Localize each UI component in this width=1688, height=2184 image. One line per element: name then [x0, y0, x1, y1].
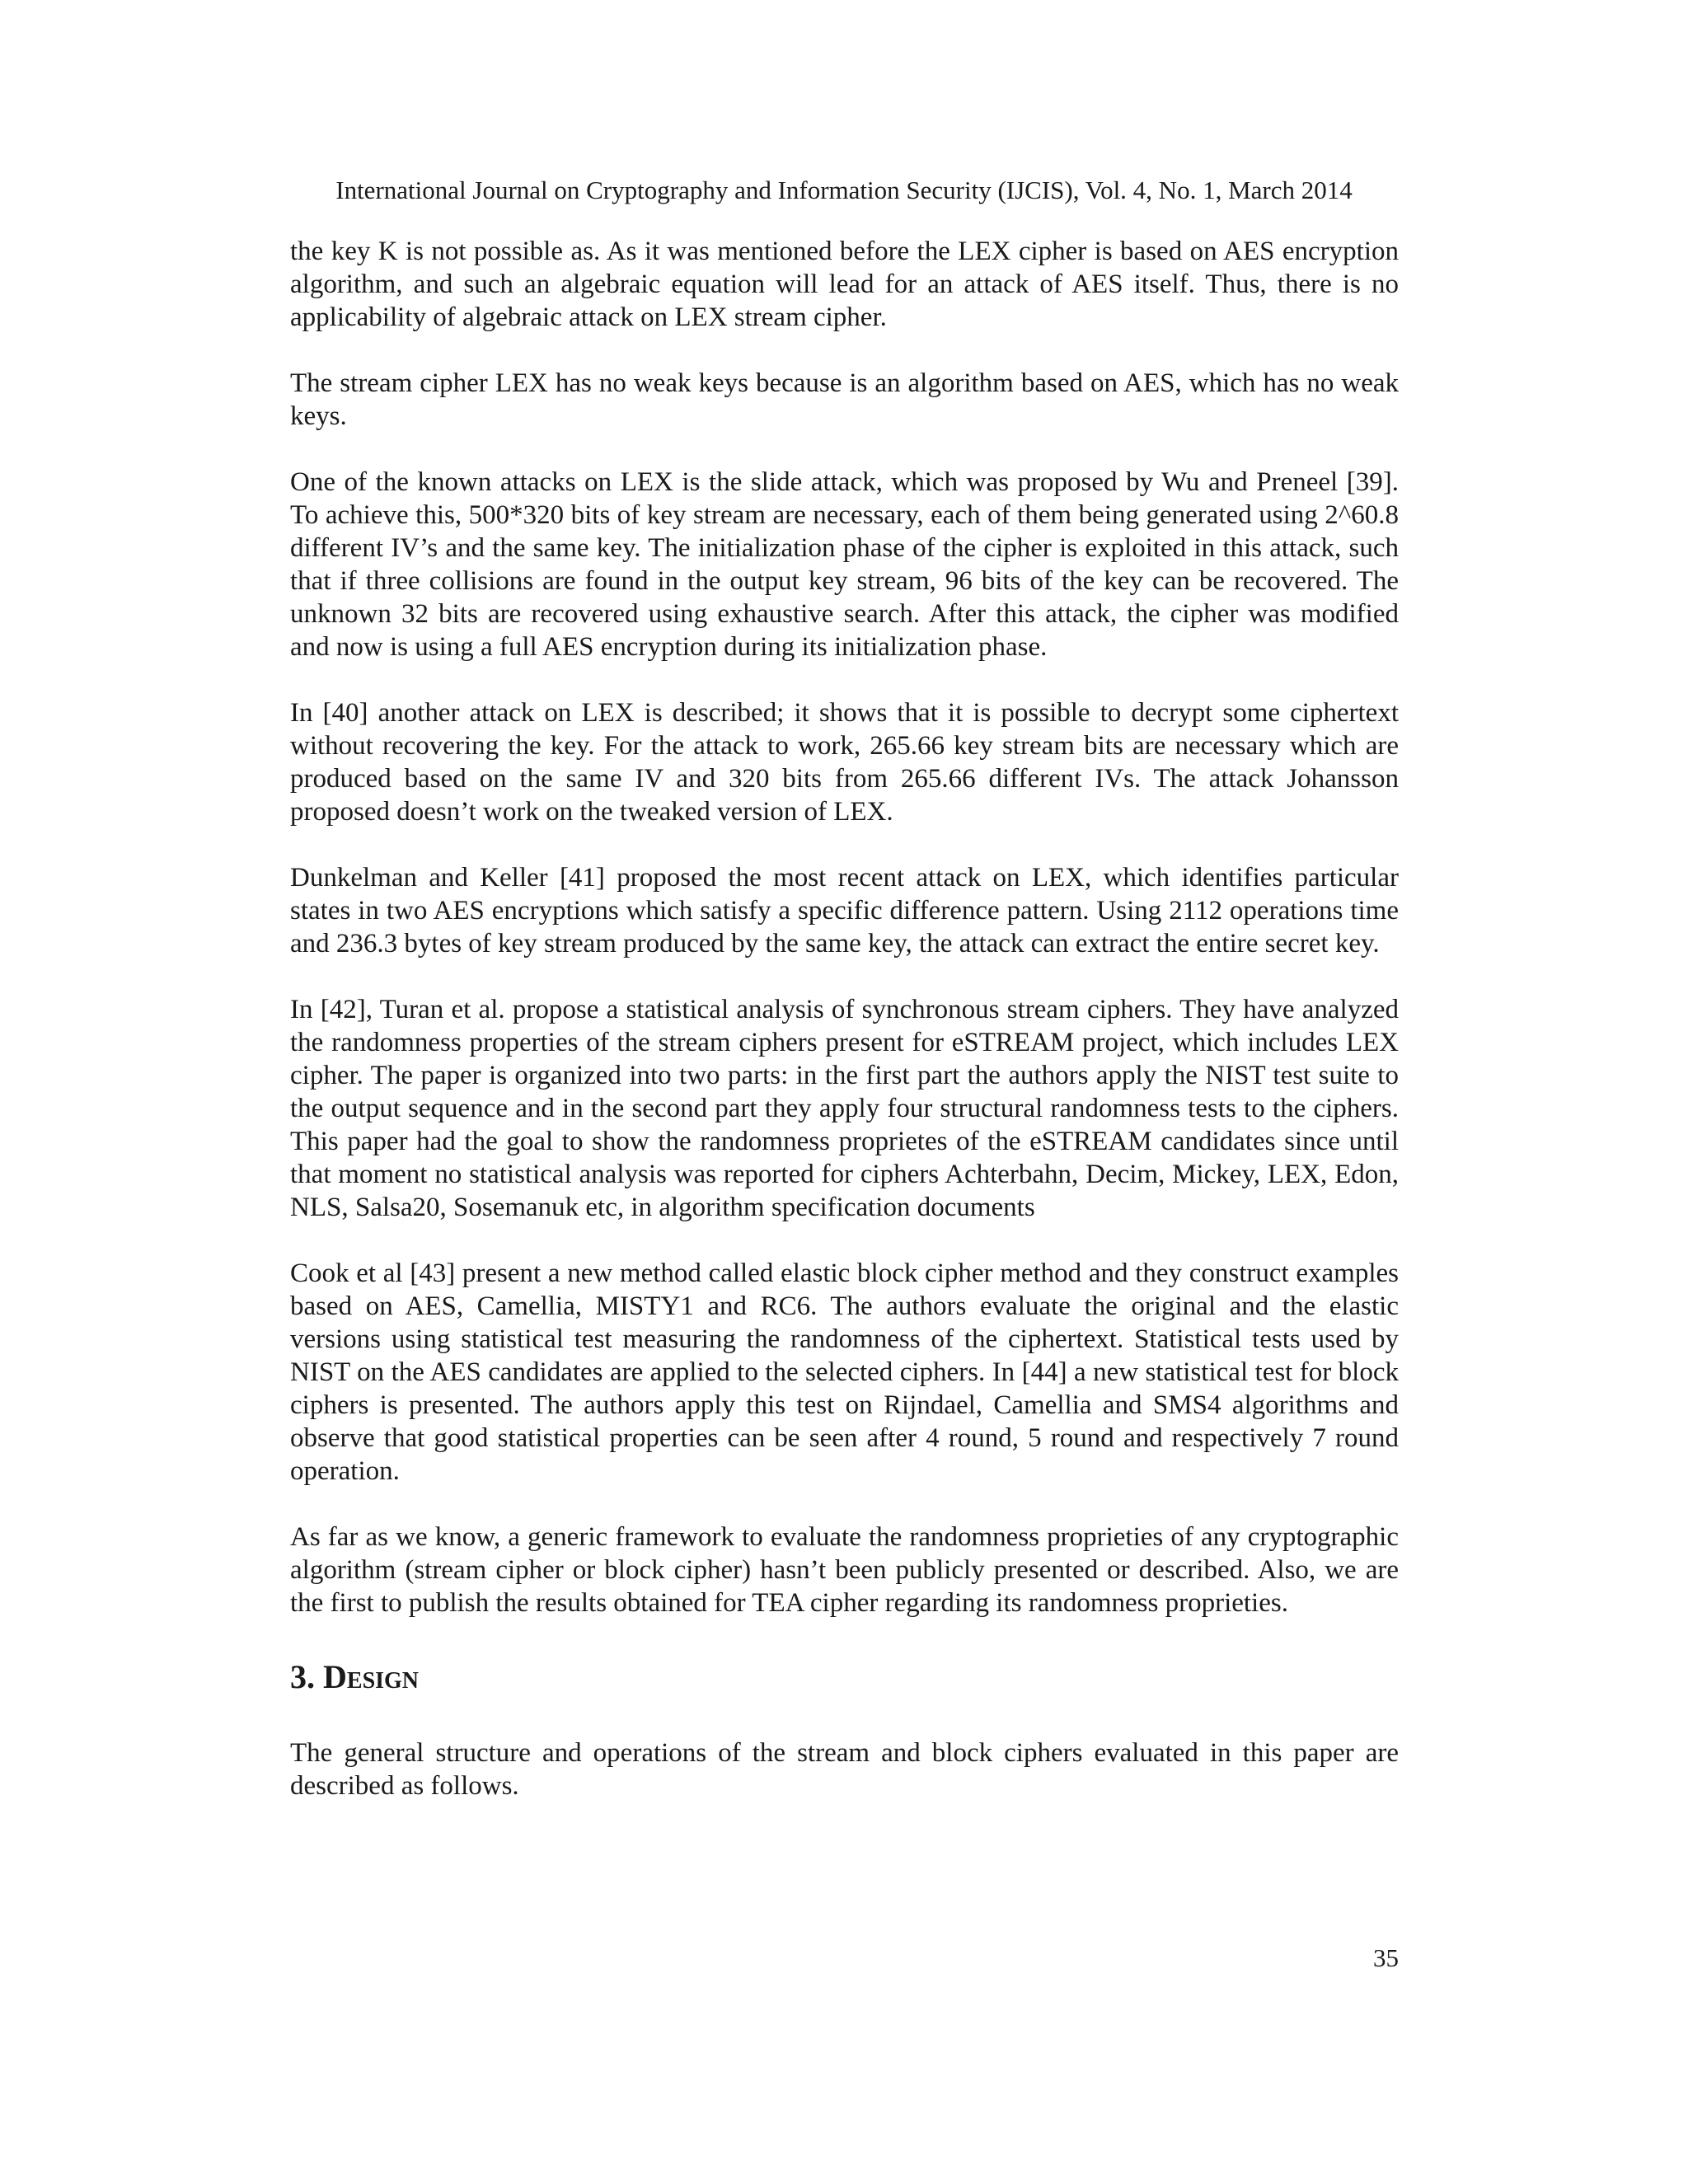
paragraph-cook-elastic: Cook et al [43] present a new method called elastic block cipher method and they construct examples based on AES, Camellia, MISTY1 and RC6. The authors evaluate the original and the elastic versions using statistical test measuring the randomness of the ciphertext. Statistical tests used by NIST on the AES candidates are applied to the selected ciphers. In [44] a new statistical test for block ciphers is presented. The authors apply this test on Rijndael, Camellia and SMS4 algorithms and observe that good statistical properties can be seen after 4 round, 5 round and respectively 7 round operation.	[290, 1258, 1399, 1486]
article-body	[290, 235, 1399, 1835]
paragraph-generic-framework: As far as we know, a generic framework to evaluate the randomness proprieties of any cryptographic algorithm (stream cipher or block cipher) hasn’t been publicly presented or described. Also, we are the first to publish the results obtained for TEA cipher regarding its randomness proprieties.	[290, 1522, 1399, 1618]
section-heading	[290, 1657, 1399, 1697]
paragraph-slide-attack: One of the known attacks on LEX is the slide attack, which was proposed by Wu and Preneel [39]. To achieve this, 500*320 bits of key stream are necessary, each of them being generated using 2^60.8 different IV’s and the same key. The initialization phase of the cipher is exploited in this attack, such that if three collisions are found in the output key stream, 96 bits of the key can be recovered. The unknown 32 bits are recovered using exhaustive search. After this attack, the cipher was modified and now is using a full AES encryption during its initialization phase.	[290, 467, 1399, 662]
paragraph-weak-keys: The stream cipher LEX has no weak keys because is an algorithm based on AES, which has no weak keys.	[290, 368, 1399, 431]
paragraph-design-intro: The general structure and operations of the stream and block ciphers evaluated in this paper are described as follows.	[290, 1738, 1399, 1801]
paragraph-decrypt-attack: In [40] another attack on LEX is described; it shows that it is possible to decrypt some ciphertext without recovering the key. For the attack to work, 265.66 key stream bits are necessary which are produced based on the same IV and 320 bits from 265.66 different IVs. The attack Johansson proposed doesn’t work on the tweaked version of LEX.	[290, 698, 1399, 827]
running-header: International Journal on Cryptography and Information Security (IJCIS), Vol. 4, No. 1, March 2014	[335, 176, 1353, 204]
section-number: 3.	[290, 1658, 315, 1695]
paragraph-turan-statistical: In [42], Turan et al. propose a statistical analysis of synchronous stream ciphers. They have analyzed the randomness properties of the stream ciphers present for eSTREAM project, which includes LEX cipher. The paper is organized into two parts: in the first part the authors apply the NIST test suite to the output sequence and in the second part they apply four structural randomness tests to the ciphers. This paper had the goal to show the randomness proprietes of the eSTREAM candidates since until that moment no statistical analysis was reported for ciphers Achterbahn, Decim, Mickey, LEX, Edon, NLS, Salsa20, Sosemanuk etc, in algorithm specification documents	[290, 995, 1399, 1222]
paragraph-algebraic-attack: the key K is not possible as. As it was mentioned before the LEX cipher is based on AES encryption algorithm, and such an algebraic equation will lead for an attack of AES itself. Thus, there is no applicability of algebraic attack on LEX stream cipher.	[290, 237, 1399, 332]
paragraph-dunkelman-keller: Dunkelman and Keller [41] proposed the most recent attack on LEX, which identifies particular states in two AES encryptions which satisfy a specific difference pattern. Using 2112 operations time and 236.3 bytes of key stream produced by the same key, the attack can extract the entire secret key.	[290, 863, 1399, 958]
section-title: Design	[323, 1658, 420, 1695]
page-number: 35	[1373, 1943, 1399, 1972]
